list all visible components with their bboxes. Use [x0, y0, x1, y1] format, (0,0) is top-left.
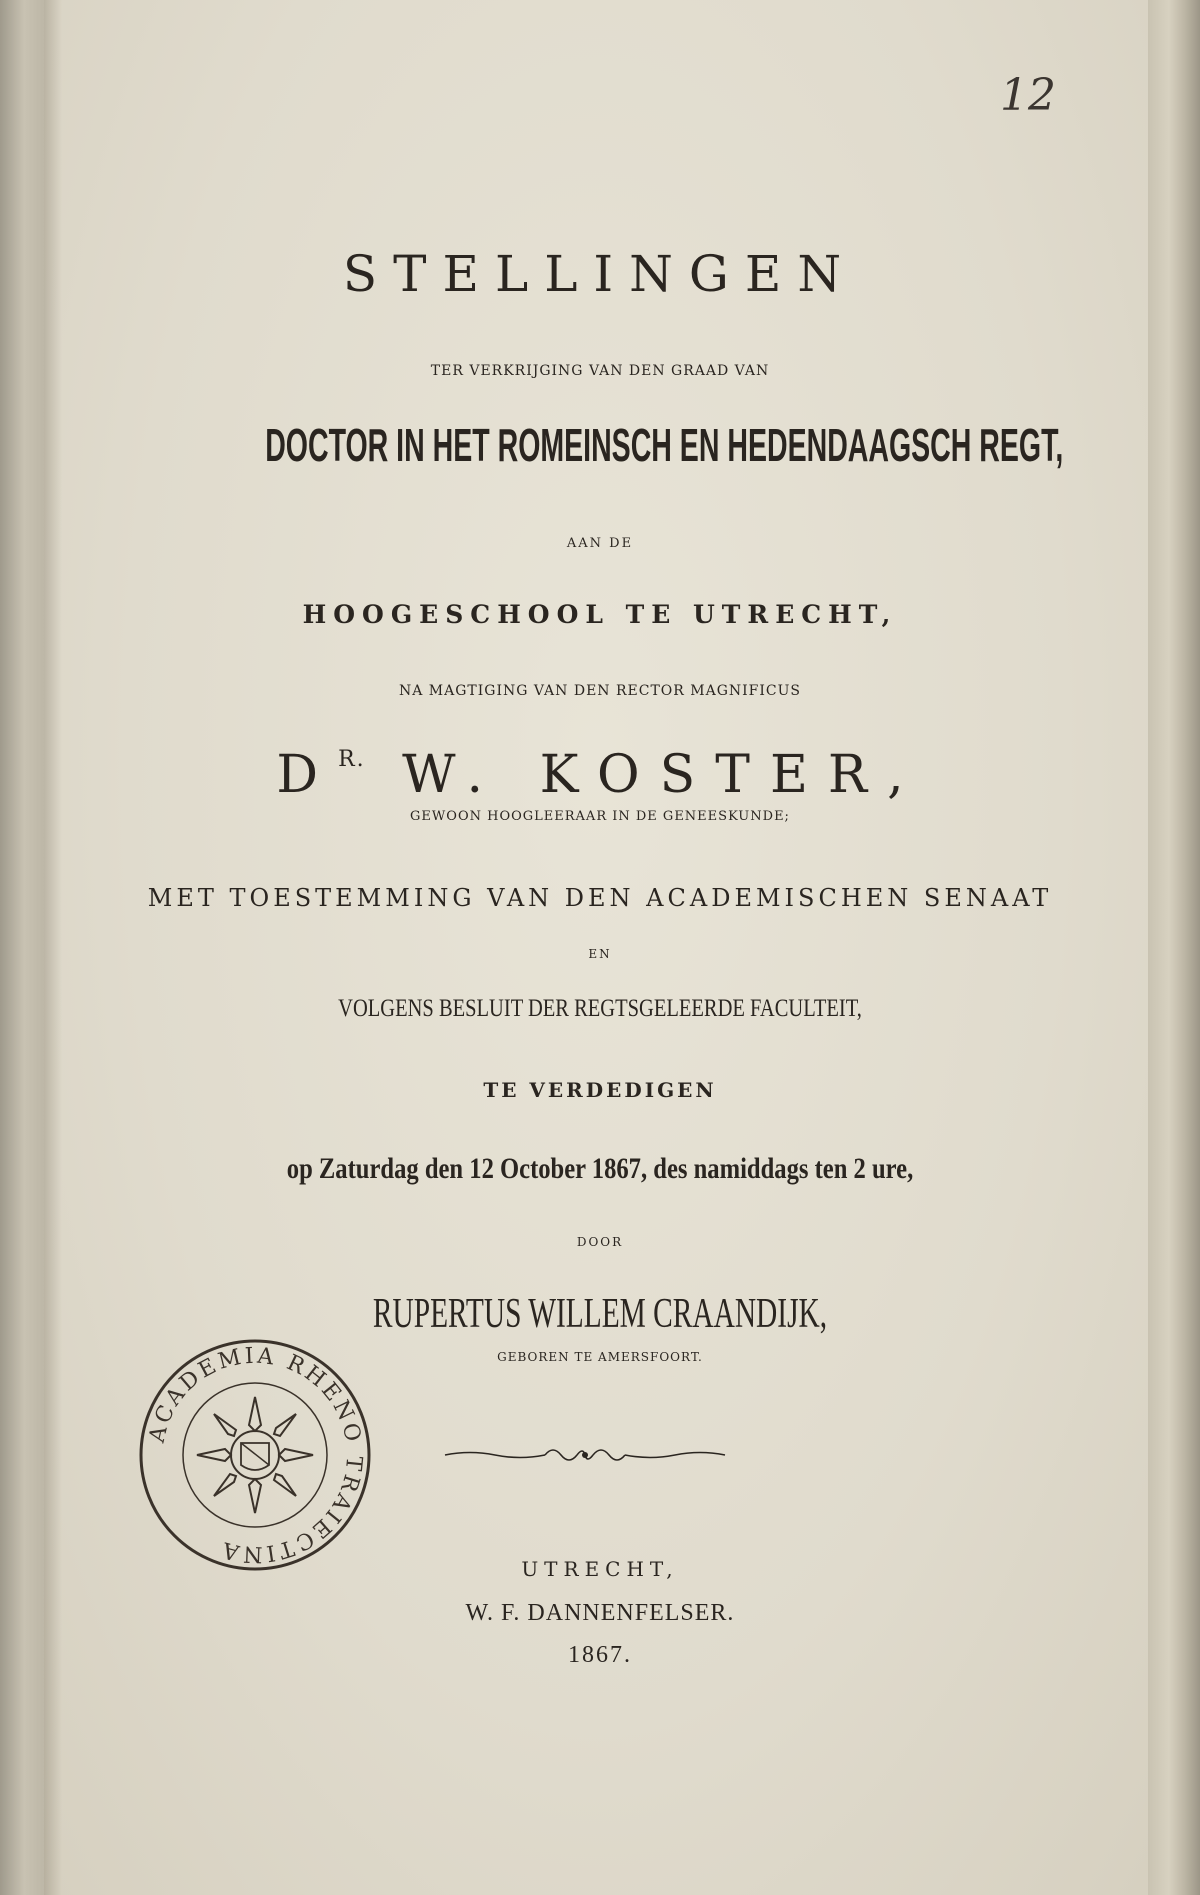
- line-door: DOOR: [576, 1235, 624, 1249]
- folio-number: 12: [1000, 70, 1056, 121]
- rector-name-line: [60, 745, 1140, 805]
- line-magtiging: NA MAGTIGING VAN DEN RECTOR MAGNIFICUS: [398, 683, 802, 699]
- imprint-place: UTRECHT,: [521, 1557, 679, 1581]
- right-page-edges: [1148, 0, 1200, 1895]
- seal-text: ACADEMIA RHENO TRAIECTINA: [144, 1343, 367, 1567]
- line-doctor: DOCTOR IN HET ROMEINSCH EN HEDENDAAGSCH REGT,: [265, 419, 1064, 471]
- line-gewoon: GEWOON HOOGLEERAAR IN DE GENEESKUNDE;: [410, 809, 790, 824]
- rector-name: W. KOSTER,: [402, 745, 924, 805]
- ornament-rule: [440, 1440, 730, 1470]
- line-verdedigen: TE VERDEDIGEN: [483, 1078, 717, 1102]
- line-date: op Zaturdag den 12 October 1867, des namiddags ten 2 ure,: [286, 1152, 914, 1185]
- rector-prefix: D: [276, 745, 339, 805]
- line-graad: TER VERKRIJGING VAN DEN GRAAD VAN: [430, 363, 770, 379]
- author-name: RUPERTUS WILLEM CRAANDIJK,: [372, 1291, 828, 1337]
- line-volgens: VOLGENS BESLUIT DER REGTSGELEERDE FACULTEIT,: [338, 995, 862, 1022]
- line-geboren: GEBOREN TE AMERSFOORT.: [497, 1350, 703, 1364]
- university-seal-stamp: [135, 1335, 375, 1575]
- title: STELLINGEN: [342, 245, 858, 303]
- line-hoogeschool: HOOGESCHOOL TE UTRECHT,: [302, 600, 898, 629]
- line-en: EN: [588, 947, 612, 961]
- line-aan-de: AAN DE: [566, 536, 634, 551]
- line-toestemming: MET TOESTEMMING VAN DEN ACADEMISCHEN SENAAT: [147, 884, 1053, 912]
- imprint-publisher: W. F. DANNENFELSER.: [465, 1600, 735, 1626]
- rector-prefix-sup: R.: [338, 747, 366, 772]
- left-page-edge: [0, 0, 44, 1895]
- imprint-year: 1867.: [568, 1642, 632, 1668]
